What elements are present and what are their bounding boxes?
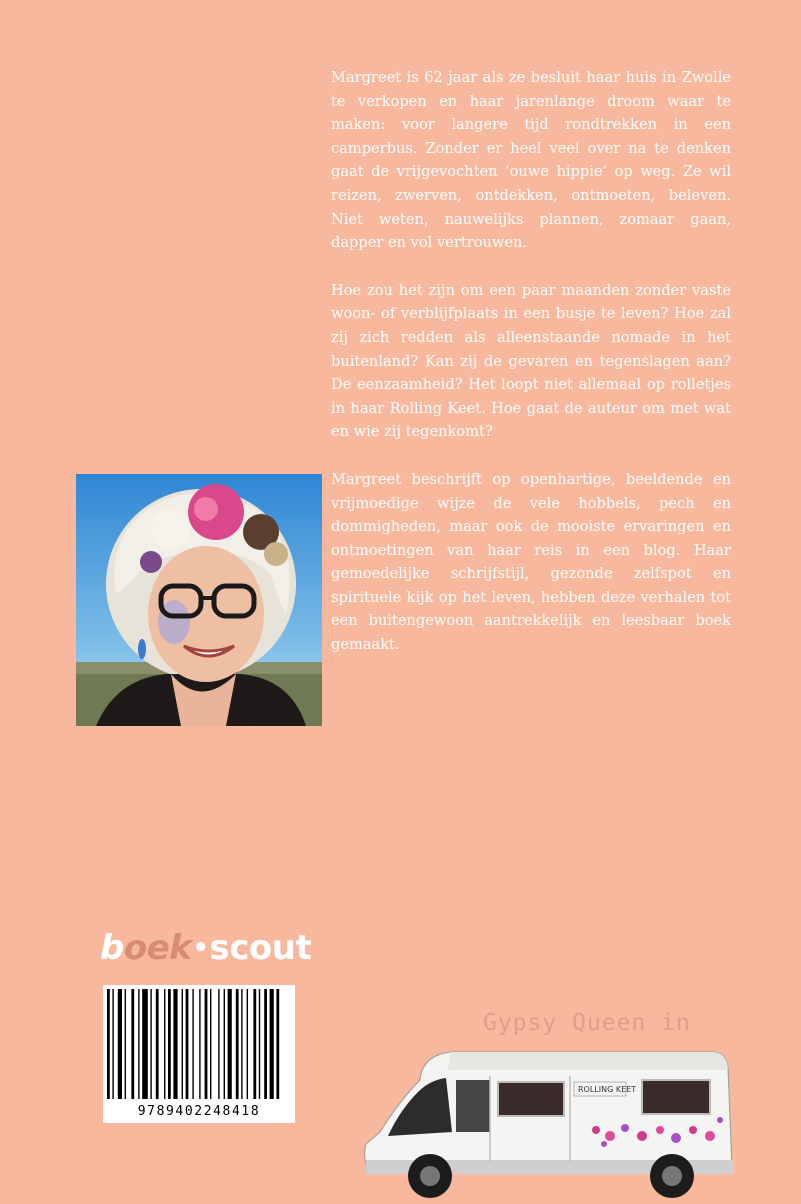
logo-dot: • xyxy=(192,933,209,963)
logo-b: b xyxy=(100,928,124,968)
logo-oek: oek xyxy=(123,928,192,968)
blurb-paragraph-1: Margreet is 62 jaar als ze besluit haar huis in Zwolle te verkopen en haar jarenlange droom waar te maken: voor langere tijd rondtrekken in een camperbus. Zonder er heel veel over na te denken gaat de vrijgevochten ‘ouwe hippie’ op weg. Ze wil reizen, zwerven, ontdekken, ontmoeten, beleven. Niet weten, nauwelijks plannen, zomaar gaan, dapper en vol vertrouwen. xyxy=(331,69,731,252)
isbn-barcode xyxy=(103,985,295,1123)
camper-van-illustration xyxy=(360,1040,740,1200)
publisher-logo xyxy=(100,928,311,968)
blurb-paragraph-2: Hoe zou het zijn om een paar maanden zonder vaste woon- of verblijfplaats in een busje te leven? Hoe zal zij zich redden als alleenstaande nomade in het buitenland? Kan zij de gevaren en tegenslagen aan? De eenzaamheid? Het loopt niet allemaal op rolletjes in haar Rolling Keet. Hoe gaat de auteur om met wat en wie zij tegenkomt? xyxy=(331,281,731,441)
logo-scout: scout xyxy=(209,928,312,968)
back-cover-blurb xyxy=(331,66,731,681)
title-fragment: Gypsy Queen in xyxy=(483,1010,691,1036)
isbn-number: 9789402248418 xyxy=(137,1104,261,1119)
author-photo xyxy=(76,474,322,726)
van-label: ROLLING KEET xyxy=(578,1085,637,1094)
blurb-paragraph-3: Margreet beschrijft op openhartige, beeldende en vrijmoedige wijze de vele hobbels, pech en dommigheden, maar ook de mooiste ervaringen en ontmoetingen van haar reis in een blog. Haar gemoedelijke schrijfstijl, gezonde zelfspot en spirituele kijk op het leven, hebben deze verhalen tot een buitengewoon aantrekkelijk en leesbaar boek gemaakt. xyxy=(331,470,731,654)
barcode-bars xyxy=(103,985,295,1103)
